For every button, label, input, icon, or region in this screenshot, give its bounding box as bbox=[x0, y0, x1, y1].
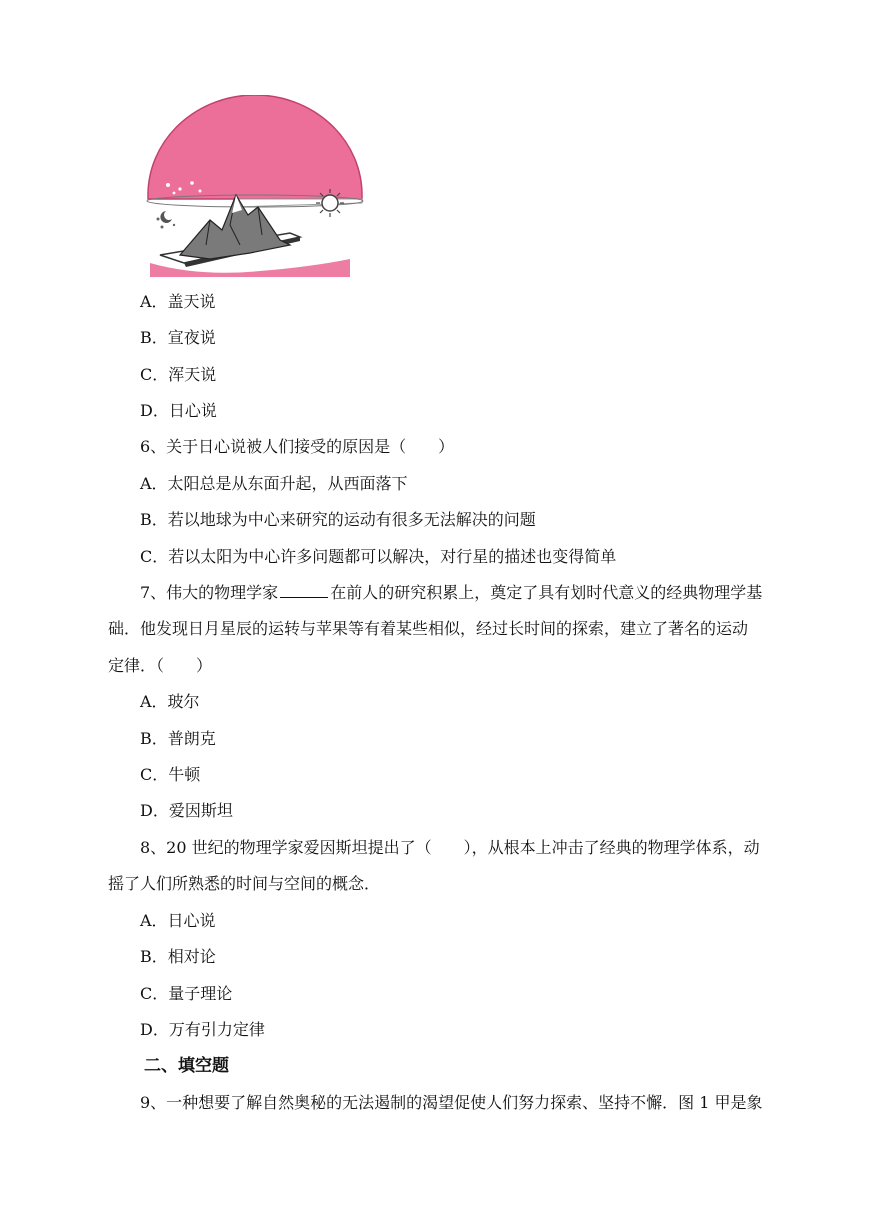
q6-stem: 6、关于日心说被人们接受的原因是（ ） bbox=[140, 437, 455, 456]
q7-option-b[interactable]: B．普朗克 bbox=[140, 729, 216, 748]
q5-option-c[interactable]: C．浑天说 bbox=[140, 365, 217, 384]
q7-answer-blank[interactable] bbox=[280, 583, 328, 598]
q7-stem bbox=[140, 583, 762, 603]
q8-stem-line2: 摇了人们所熟悉的时间与空间的概念． bbox=[108, 874, 381, 893]
moon-icon bbox=[160, 211, 172, 223]
q8-option-b[interactable]: B．相对论 bbox=[140, 947, 216, 966]
q5-option-a[interactable]: A．盖天说 bbox=[140, 292, 216, 311]
section-title-fill-in: 二、填空题 bbox=[144, 1056, 229, 1076]
q7-stem-line3: 定律．（ ） bbox=[108, 656, 213, 675]
q8-stem: 8、20 世纪的物理学家爱因斯坦提出了（ ），从根本上冲击了经典的物理学体系，动 bbox=[140, 838, 760, 857]
q6-option-a[interactable]: A．太阳总是从东面升起，从西面落下 bbox=[140, 474, 408, 493]
q7-option-d[interactable]: D．爱因斯坦 bbox=[140, 801, 233, 820]
dome-shape bbox=[148, 95, 362, 199]
q6-option-b[interactable]: B．若以地球为中心来研究的运动有很多无法解决的问题 bbox=[140, 510, 536, 529]
q8-option-c[interactable]: C．量子理论 bbox=[140, 984, 233, 1003]
q8-option-d[interactable]: D．万有引力定律 bbox=[140, 1020, 265, 1039]
q7-option-c[interactable]: C．牛顿 bbox=[140, 765, 201, 784]
dome-illustration bbox=[140, 95, 370, 277]
q6-option-c[interactable]: C．若以太阳为中心许多问题都可以解决，对行星的描述也变得简单 bbox=[140, 547, 617, 566]
q7-stem-before-blank: 7、伟大的物理学家 bbox=[140, 583, 279, 602]
cosmology-dome-figure bbox=[140, 95, 370, 277]
q7-stem-after-blank: 在前人的研究积累上，奠定了具有划时代意义的经典物理学基 bbox=[330, 583, 763, 602]
q7-stem-line2: 础．他发现日月星辰的运转与苹果等有着某些相似，经过长时间的探索，建立了著名的运动 bbox=[108, 619, 749, 638]
q8-option-a[interactable]: A．日心说 bbox=[140, 911, 216, 930]
q5-option-d[interactable]: D．日心说 bbox=[140, 401, 217, 420]
q9-stem: 9、一种想要了解自然奥秘的无法遏制的渴望促使人们努力探索、坚持不懈．图 1 甲是象 bbox=[140, 1093, 763, 1112]
q5-option-b[interactable]: B．宣夜说 bbox=[140, 328, 216, 347]
q7-option-a[interactable]: A．玻尔 bbox=[140, 692, 200, 711]
